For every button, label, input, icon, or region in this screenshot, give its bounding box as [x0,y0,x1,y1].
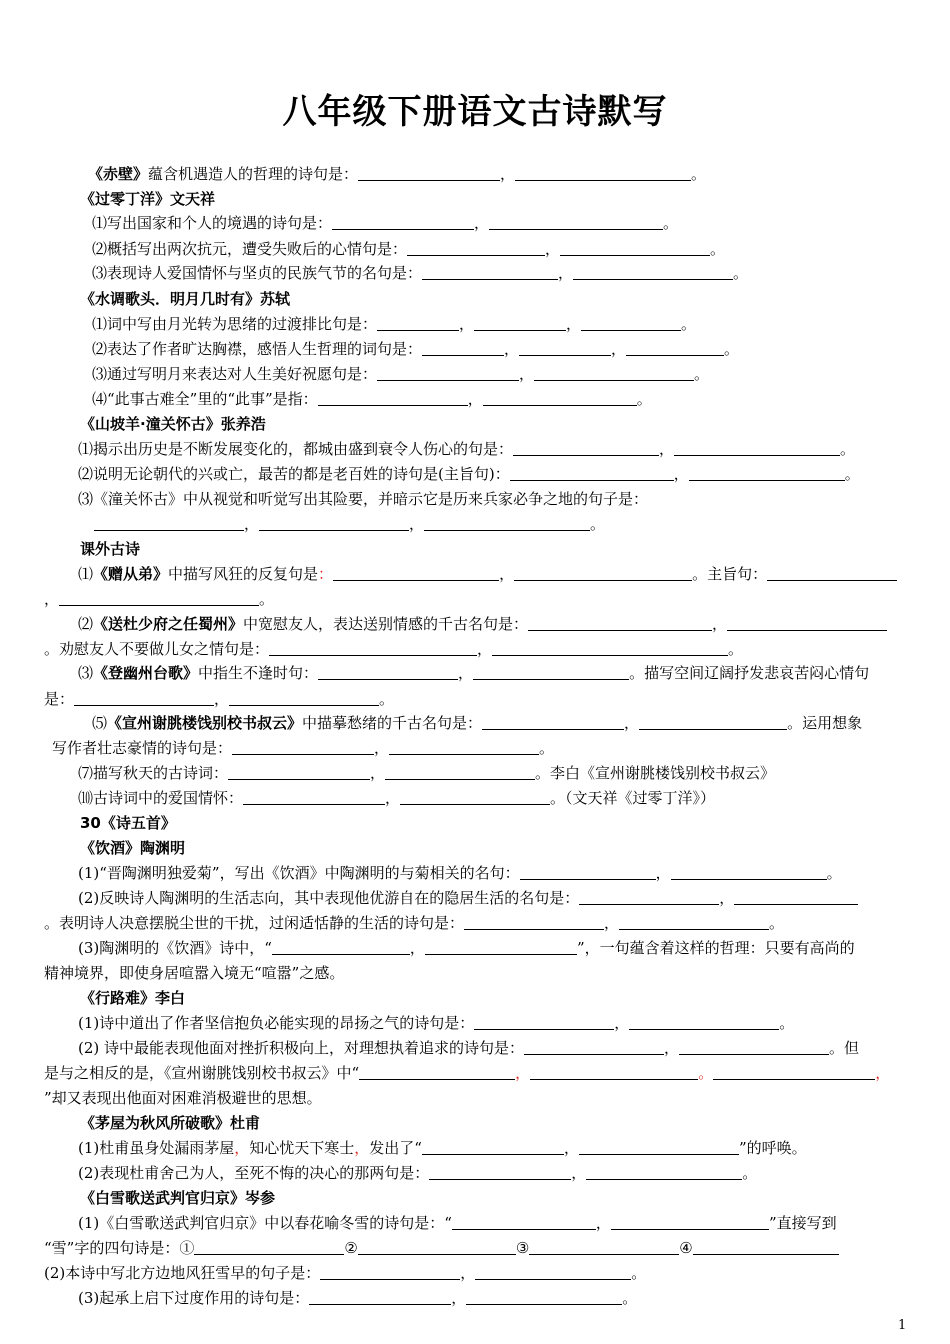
question-line: (1)“晋陶渊明独爱菊”，写出《饮酒》中陶渊明的与菊相关的名句： ， 。 [78,864,842,882]
section-heading: 《饮酒》陶渊明 [80,839,186,857]
answer-blank[interactable] [611,1213,769,1230]
answer-blank[interactable] [59,589,259,606]
question-line: ⑸《宣州谢朓楼饯别校书叔云》中描摹愁绪的千古名句是： ， 。运用想象 [92,714,863,732]
answer-blank[interactable] [359,1063,515,1080]
question-line: (3)陶渊明的《饮酒》诗中，“ ， ”，一句蕴含着这样的哲理：只要有高尚的 [78,939,855,957]
answer-blank[interactable] [560,239,710,256]
answer-blank[interactable] [452,1213,596,1230]
question-line: ⑴《赠从弟》中描写风狂的反复句是： ， 。主旨句： [78,563,897,585]
question-line: ⑷“此事古难全”里的“此事”是指： ， 。 [92,390,652,408]
question-line: ⑴写出国家和个人的境遇的诗句是： ， 。 [92,214,679,232]
answer-blank[interactable] [194,1238,344,1255]
question-line: ”却又表现出他面对困难消极避世的思想。 [44,1089,322,1107]
answer-blank[interactable] [389,738,539,755]
question-line: (2)反映诗人陶渊明的生活志向，其中表现他优游自在的隐居生活的名句是： ， [78,887,858,909]
answer-blank[interactable] [514,564,692,581]
question-line: (1)《白雪歌送武判官归京》中以春花喻冬雪的诗句是：“ ， ”直接写到 [78,1214,837,1232]
answer-blank[interactable] [424,514,590,531]
question-line: 写作者壮志豪情的诗句是： ， 。 [52,739,555,757]
answer-blank[interactable] [407,239,545,256]
answer-blank[interactable] [228,763,370,780]
question-line: 是： ， 。 [44,690,395,708]
question-line: ⑶通过写明月来表达对人生美好祝愿句是： ， 。 [92,365,710,383]
answer-line: ， 。 [44,590,275,608]
question-line: 。劝慰友人不要做儿女之情句是： ， 。 [44,640,744,658]
answer-blank[interactable] [734,888,858,905]
answer-blank[interactable] [489,213,663,230]
section-heading: 《山坡羊·潼关怀古》张养浩 [80,415,266,433]
question-line: 。表明诗人决意摆脱尘世的干扰，过闲适恬静的生活的诗句是： ， 。 [44,914,785,932]
answer-blank[interactable] [520,863,656,880]
answer-blank[interactable] [581,314,681,331]
answer-blank[interactable] [513,439,659,456]
answer-blank[interactable] [524,1038,664,1055]
answer-blank[interactable] [689,464,845,481]
answer-blank[interactable] [674,439,840,456]
answer-blank[interactable] [320,1263,460,1280]
answer-blank[interactable] [530,1063,698,1080]
answer-blank[interactable] [259,514,409,531]
answer-blank[interactable] [713,1063,875,1080]
answer-blank[interactable] [318,389,468,406]
question-line: (1)诗中道出了作者坚信抱负必能实现的昂扬之气的诗句是： ， 。 [78,1014,795,1032]
answer-blank[interactable] [232,738,374,755]
question-line: (2)表现杜甫舍己为人，至死不悔的决心的那两句是： ， 。 [78,1164,758,1182]
answer-blank[interactable] [482,713,624,730]
question-line: 是与之相反的是，《宣州谢朓饯别校书叔云》中“ ， 。 ， [44,1064,891,1082]
answer-blank[interactable] [377,364,519,381]
answer-blank[interactable] [332,213,474,230]
answer-blank[interactable] [474,1013,614,1030]
section-heading: 《白雪歌送武判官归京》岑参 [80,1189,276,1207]
answer-blank[interactable] [385,763,535,780]
answer-blank[interactable] [229,689,379,706]
answer-blank[interactable] [309,1288,451,1305]
answer-blank[interactable] [767,564,897,581]
question-line: “雪”字的四句诗是：① ② ③ ④ [44,1237,839,1259]
section-heading: 《水调歌头．明月几时有》苏轼 [80,290,291,308]
answer-blank[interactable] [464,913,604,930]
question-line: (2)本诗中写北方边地风狂雪早的句子是： ， 。 [44,1264,647,1282]
answer-blank[interactable] [492,639,728,656]
answer-blank[interactable] [629,1013,779,1030]
question-line: 精神境界，即使身居喧嚣入境无“喧嚣”之感。 [44,964,345,982]
answer-blank[interactable] [693,1238,839,1255]
question-line: ⑵概括写出两次抗元，遭受失败后的心情句是： ， 。 [92,240,726,258]
answer-line: ， ， 。 [94,513,605,535]
question-line: ⑴揭示出历史是不断发展变化的，都城由盛到衰令人伤心的句是： ， 。 [78,440,856,458]
question-line: (2) 诗中最能表现他面对挫折积极向上，对理想执着追求的诗句是： ， 。但 [78,1039,860,1057]
question-line: ⑶《潼关怀古》中从视觉和听觉写出其险要，并暗示它是历来兵家必争之地的句子是： [78,490,649,508]
answer-blank[interactable] [272,938,410,955]
section-heading: 30《诗五首》 [80,814,176,832]
answer-blank[interactable] [586,1163,742,1180]
section-heading: 《茅屋为秋风所破歌》杜甫 [80,1114,261,1132]
question-line: ⑺描写秋天的古诗词： ， 。李白《宣州谢朓楼饯别校书叔云》 [78,764,776,782]
answer-blank[interactable] [333,564,499,581]
answer-blank[interactable] [400,788,550,805]
answer-blank[interactable] [475,1263,631,1280]
answer-blank[interactable] [473,663,629,680]
answer-blank[interactable] [358,164,500,181]
answer-blank[interactable] [377,314,459,331]
answer-blank[interactable] [94,514,244,531]
page-number: 1 [898,1318,907,1333]
answer-blank[interactable] [671,863,827,880]
answer-blank[interactable] [510,464,674,481]
section-heading: 课外古诗 [80,540,141,558]
answer-blank[interactable] [422,263,558,280]
page-title: 八年级下册语文古诗默写 [282,92,668,132]
answer-blank[interactable] [727,614,887,631]
question-line: ⑶《登幽州台歌》中指生不逢时句： ， 。描写空间辽阔抒发悲哀苦闷心情句 [78,664,870,682]
answer-blank[interactable] [519,339,611,356]
section-heading: 《过零丁洋》文天祥 [80,190,216,208]
question-line: (1)杜甫虽身处漏雨茅屋，知心忧天下寒士，发出了“ ， ”的呼唤。 [78,1139,807,1157]
answer-blank[interactable] [422,1138,564,1155]
poem-title: 《赤壁》 [88,165,149,183]
question-text: 蕴含机遇造人的哲理的诗句是： [148,165,359,183]
question-line: ⑵《送杜少府之任蜀州》中宽慰友人，表达送别情感的千古名句是： ， [78,613,887,635]
answer-blank[interactable] [528,614,712,631]
question-line: ⑴词中写由月光转为思绪的过渡排比句是： ， ， 。 [92,315,697,333]
line-chibi: 《赤壁》蕴含机遇造人的哲理的诗句是： ， 。 [88,165,707,183]
answer-blank[interactable] [269,639,477,656]
answer-blank[interactable] [619,913,769,930]
answer-blank[interactable] [474,314,566,331]
answer-blank[interactable] [483,389,637,406]
question-line: ⑶表现诗人爱国情怀与坚贞的民族气节的名句是： ， 。 [92,264,749,282]
answer-blank[interactable] [679,1038,829,1055]
question-line: ⑵说明无论朝代的兴或亡，最苦的都是老百姓的诗句是(主旨句)： ， 。 [78,465,860,483]
answer-blank[interactable] [529,1238,679,1255]
answer-blank[interactable] [534,364,694,381]
answer-blank[interactable] [74,689,214,706]
answer-blank[interactable] [358,1238,516,1255]
question-line: ⑽古诗词中的爱国情怀： ， 。（文天祥《过零丁洋》） [78,789,716,807]
answer-blank[interactable] [466,1288,622,1305]
answer-blank[interactable] [422,339,504,356]
answer-blank[interactable] [318,663,458,680]
answer-blank[interactable] [429,1163,571,1180]
answer-blank[interactable] [579,1138,739,1155]
answer-blank[interactable] [639,713,787,730]
question-line: ⑵表达了作者旷达胸襟，感悟人生哲理的词句是： ， ， 。 [92,340,740,358]
section-heading: 《行路难》李白 [80,989,186,1007]
question-line: (3)起承上启下过度作用的诗句是： ， 。 [78,1289,638,1307]
answer-blank[interactable] [626,339,724,356]
answer-blank[interactable] [425,938,577,955]
answer-blank[interactable] [573,263,733,280]
answer-blank[interactable] [579,888,719,905]
answer-blank[interactable] [515,164,691,181]
answer-blank[interactable] [243,788,385,805]
